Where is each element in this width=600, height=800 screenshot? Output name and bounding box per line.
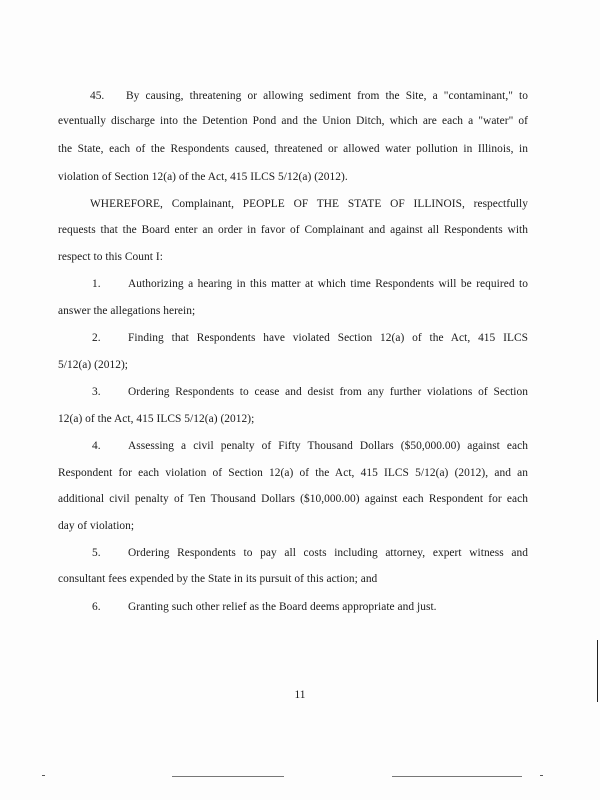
item-3-line-2: 12(a) of the Act, 415 ILCS 5/12(a) (2012); (58, 413, 255, 425)
item-number: 4. (92, 440, 101, 452)
item-number: 5. (92, 547, 101, 559)
item-4-line-2: Respondent for each violation of Section 12(a) of the Act, 415 ILCS 5/12(a) (2012), and an (58, 467, 528, 479)
item-2-line-1: Finding that Respondents have violated Section 12(a) of the Act, 415 ILCS (128, 332, 528, 344)
paragraph-45-line-4: violation of Section 12(a) of the Act, 415 ILCS 5/12(a) (2012). (58, 171, 348, 183)
paragraph-number: 45. (90, 90, 105, 102)
scan-speck (540, 775, 543, 776)
item-5-line-2: consultant fees expended by the State in its pursuit of this action; and (58, 573, 378, 585)
item-3-line-1: Ordering Respondents to cease and desist from any further violations of Section (128, 386, 528, 398)
wherefore-line-3: respect to this Count I: (58, 251, 163, 263)
wherefore-line-2: requests that the Board enter an order in favor of Complainant and against all Respondents with (58, 224, 528, 236)
paragraph-45-line-2: eventually discharge into the Detention Pond and the Union Ditch, which are each a "water" of (58, 115, 528, 127)
page-number: 11 (294, 689, 306, 701)
paragraph-45-line-1: By causing, threatening or allowing sediment from the Site, a "contaminant," to (126, 90, 528, 102)
scan-speck (42, 775, 45, 776)
item-4-line-3: additional civil penalty of Ten Thousand Dollars ($10,000.00) against each Respondent for each (58, 493, 528, 505)
item-number: 2. (92, 332, 101, 344)
item-number: 6. (92, 601, 101, 613)
scan-footer-rule (392, 776, 522, 777)
item-1-line-2: answer the allegations herein; (58, 305, 196, 317)
paragraph-45-line-3: the State, each of the Respondents caused, threatened or allowed water pollution in Illinois, in (58, 143, 528, 155)
wherefore-line-1: WHEREFORE, Complainant, PEOPLE OF THE STATE OF ILLINOIS, respectfully (90, 198, 528, 210)
item-5-line-1: Ordering Respondents to pay all costs including attorney, expert witness and (128, 547, 528, 559)
item-6-line-1: Granting such other relief as the Board deems appropriate and just. (128, 601, 437, 613)
item-4-line-1: Assessing a civil penalty of Fifty Thousand Dollars ($50,000.00) against each (128, 440, 528, 452)
item-number: 1. (92, 278, 101, 290)
scan-margin-mark (597, 640, 598, 702)
item-4-line-4: day of violation; (58, 520, 135, 532)
item-2-line-2: 5/12(a) (2012); (58, 359, 129, 371)
item-1-line-1: Authorizing a hearing in this matter at which time Respondents will be required to (128, 278, 528, 290)
item-number: 3. (92, 386, 101, 398)
scan-footer-rule (172, 776, 284, 777)
